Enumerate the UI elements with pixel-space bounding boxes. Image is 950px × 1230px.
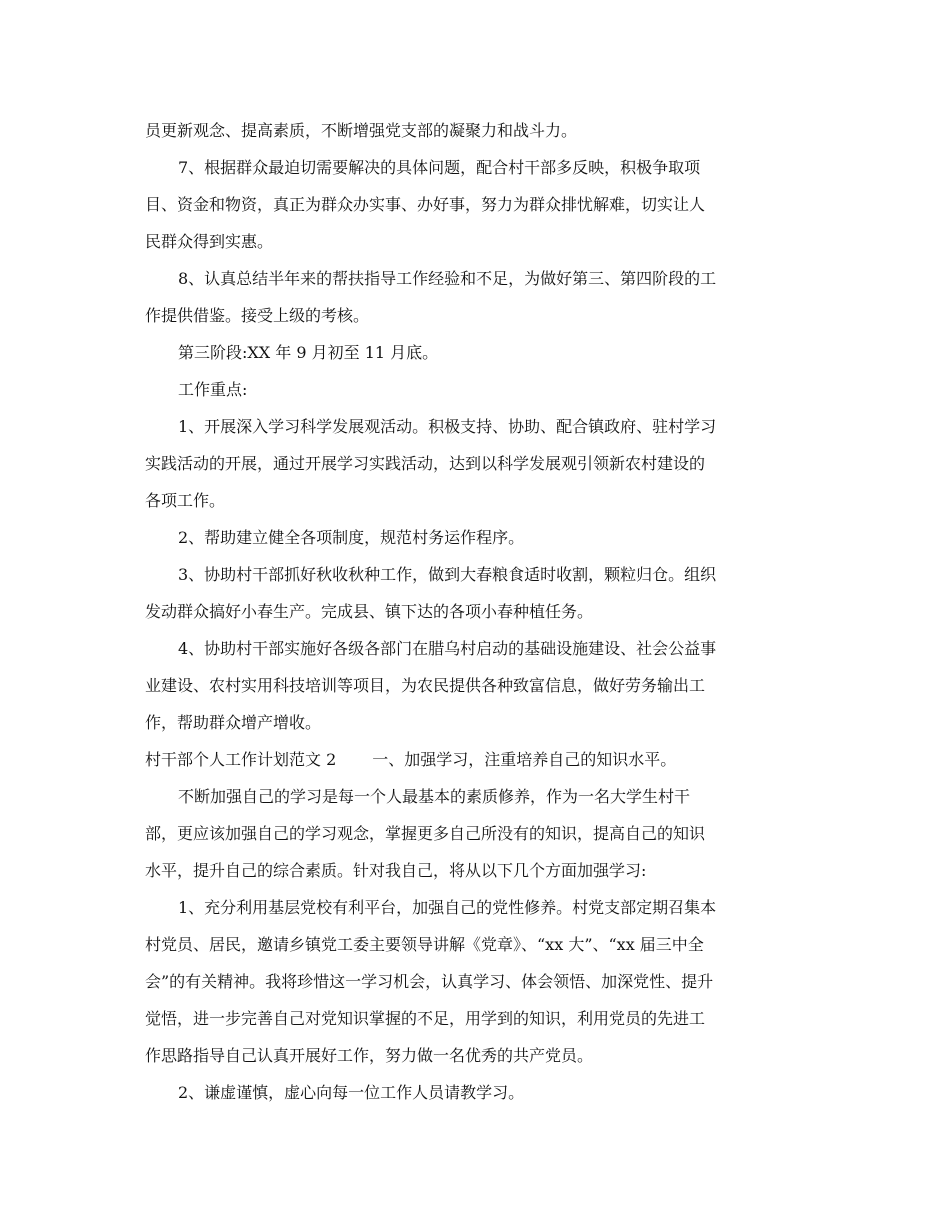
text-line: 8、认真总结半年来的帮扶指导工作经验和不足，为做好第三、第四阶段的工 [178,269,717,288]
section-heading [145,741,810,778]
text-line: 实践活动的开展，通过开展学习实践活动，达到以科学发展观引领新农村建设的 [145,454,706,473]
text-line: 发动群众搞好小春生产。完成县、镇下达的各项小春种植任务。 [145,602,594,621]
text-line: 1、充分利用基层党校有利平台，加强自己的党性修养。村党支部定期召集本 [178,898,717,917]
text-line: 各项工作。 [145,491,226,510]
document-title: 村干部个人工作计划范文 2 [145,750,337,769]
text-line: 部，更应该加强自己的学习观念，掌握更多自己所没有的知识，提高自己的知识 [145,824,706,843]
text-line: 3、协助村干部抓好秋收秋种工作，做到大春粮食适时收割，颗粒归仓。组织 [178,565,717,584]
text-line: 2、谦虚谨慎，虚心向每一位工作人员请教学习。 [178,1083,525,1102]
text-line: 村党员、居民，邀请乡镇党工委主要领导讲解《党章》、“xx 大”、“xx 届三中全 [145,935,704,954]
text-line: 7、根据群众最迫切需要解决的具体问题，配合村干部多反映，积极争取项 [178,158,701,177]
text-line: 觉悟，进一步完善自己对党知识掌握的不足，用学到的知识，利用党员的先进工 [145,1009,706,1028]
text-line: 2、帮助建立健全各项制度，规范村务运作程序。 [178,528,525,547]
text-line: 4、协助村干部实施好各级各部门在腊乌村启动的基础设施建设、社会公益事 [178,639,717,658]
text-line: 会”的有关精神。我将珍惜这一学习机会，认真学习、体会领悟、加深党性、提升 [145,972,714,991]
text-line: 作思路指导自己认真开展好工作，努力做一名优秀的共产党员。 [145,1046,594,1065]
text-line: 第三阶段:XX 年 9 月初至 11 月底。 [178,343,439,362]
text-line: 作提供借鉴。接受上级的考核。 [145,306,370,325]
text-line: 水平，提升自己的综合素质。针对我自己，将从以下几个方面加强学习: [145,861,647,880]
section-subtitle: 一、加强学习，注重培养自己的知识水平。 [372,750,677,769]
text-line: 作，帮助群众增产增收。 [145,713,322,732]
text-line: 民群众得到实惠。 [145,232,274,251]
text-line: 1、开展深入学习科学发展观活动。积极支持、协助、配合镇政府、驻村学习 [178,417,717,436]
text-line: 工作重点: [178,380,248,399]
text-line: 目、资金和物资，真正为群众办实事、办好事，努力为群众排忧解难，切实让人 [145,195,706,214]
document-body [145,112,810,1111]
text-line: 员更新观念、提高素质，不断增强党支部的凝聚力和战斗力。 [145,121,578,140]
text-line: 不断加强自己的学习是每一个人最基本的素质修养，作为一名大学生村干 [178,787,691,806]
text-line: 业建设、农村实用科技培训等项目，为农民提供各种致富信息，做好劳务输出工 [145,676,706,695]
